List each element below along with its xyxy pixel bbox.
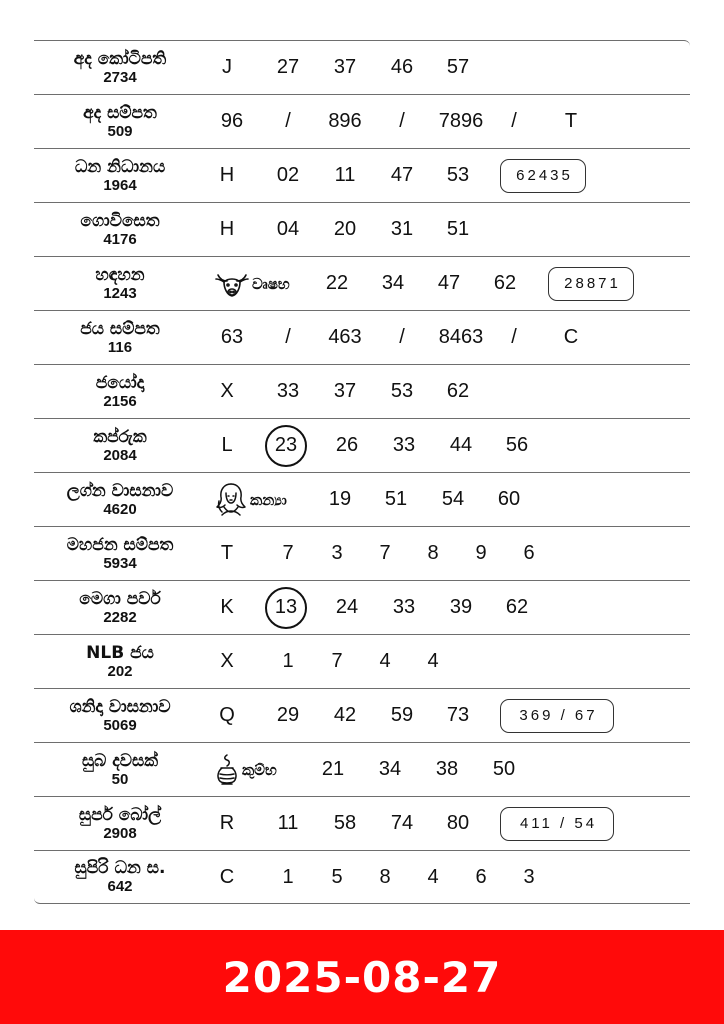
zodiac-sign-label: කුම්භ [242, 760, 277, 779]
result-value: X [220, 650, 234, 672]
result-value: C [219, 865, 235, 888]
result-value: 29 [276, 704, 300, 726]
result-value: 51 [446, 218, 470, 240]
draw-number: 50 [111, 770, 129, 788]
result-value: H [219, 218, 235, 240]
result-value: 80 [446, 812, 470, 834]
lottery-row [34, 364, 690, 418]
result-value: 463 [328, 326, 362, 348]
lottery-name: ජයෝදා [95, 372, 145, 393]
result-value: 11 [277, 812, 299, 834]
zodiac-sign-label: කන්‍යා [250, 490, 287, 509]
lottery-row [34, 310, 690, 364]
result-value: 33 [392, 434, 416, 456]
lottery-name: මහජන සම්පත [66, 534, 174, 555]
result-value: 4 [427, 650, 439, 672]
result-value: 27 [276, 56, 300, 78]
result-value: H [219, 164, 235, 186]
result-value: 37 [333, 56, 357, 78]
result-value: 59 [390, 704, 414, 726]
result-value: K [220, 596, 234, 618]
lottery-name-cell [34, 851, 206, 903]
result-value: J [222, 56, 232, 78]
result-value: 4 [379, 650, 391, 672]
lottery-name: හඳහන [95, 264, 145, 285]
result-value: 63 [220, 326, 244, 348]
draw-number: 1964 [103, 176, 137, 194]
result-value: T [220, 542, 234, 564]
result-value: 33 [392, 596, 416, 618]
draw-number: 5069 [103, 716, 137, 734]
taurus-bull-icon [214, 266, 250, 302]
lottery-name: සුබ දවසක් [81, 750, 159, 771]
result-value: 57 [446, 56, 470, 78]
lottery-row [34, 634, 690, 688]
result-value: 62 [493, 272, 517, 294]
zodiac-sign [214, 257, 290, 310]
result-value: 53 [446, 164, 470, 186]
result-value: 53 [390, 380, 414, 402]
result-value: 4 [427, 865, 439, 888]
result-value: 7 [331, 650, 343, 672]
result-value: C [563, 326, 579, 348]
bonus-number-box: 62435 [500, 159, 586, 193]
result-value: 50 [492, 758, 516, 780]
result-value: 58 [333, 812, 357, 834]
result-value: 47 [390, 164, 414, 186]
aquarius-pot-icon [214, 753, 240, 787]
lottery-name-cell [34, 419, 206, 472]
result-value: 8463 [438, 326, 484, 348]
result-value: 34 [381, 272, 405, 294]
separator: / [285, 110, 291, 132]
result-value: T [564, 110, 578, 132]
lottery-name: මෙගා පවර් [79, 588, 161, 609]
lottery-row [34, 796, 690, 850]
draw-number: 2156 [103, 392, 137, 410]
lottery-name-cell [34, 581, 206, 634]
bonus-number-box: 369 / 67 [500, 699, 614, 733]
lottery-row [34, 40, 690, 94]
lottery-name-cell [34, 149, 206, 202]
results-table [34, 40, 690, 904]
lottery-name: අද කෝටිපති [73, 48, 167, 69]
result-value: 04 [276, 218, 300, 240]
result-value: 22 [325, 272, 349, 294]
result-value: 42 [333, 704, 357, 726]
lottery-row [34, 418, 690, 472]
bonus-number-box: 411 / 54 [500, 807, 614, 841]
lottery-row [34, 202, 690, 256]
draw-number: 1243 [103, 284, 137, 302]
result-value: 54 [441, 488, 465, 510]
special-number-circle: 23 [265, 425, 307, 467]
result-value: 21 [321, 758, 345, 780]
lottery-name-cell [34, 365, 206, 418]
lottery-row [34, 580, 690, 634]
result-value: 11 [334, 164, 356, 186]
result-value: 60 [497, 488, 521, 510]
result-value: 19 [328, 488, 352, 510]
result-value: 74 [390, 812, 414, 834]
lottery-name-cell [34, 41, 206, 94]
lottery-row [34, 472, 690, 526]
result-value: 8 [379, 865, 391, 888]
draw-number: 2908 [103, 824, 137, 842]
result-value: 6 [523, 542, 535, 564]
lottery-name: NLB ජය [86, 642, 154, 663]
separator: / [511, 326, 517, 348]
result-value: 31 [390, 218, 414, 240]
lottery-row [34, 850, 690, 904]
separator: / [399, 326, 405, 348]
result-value: 1 [282, 865, 294, 888]
lottery-name: ගොවිසෙත [80, 210, 160, 231]
lottery-row [34, 94, 690, 148]
zodiac-sign-label: වෘෂභ [252, 274, 290, 293]
result-value: 3 [523, 865, 535, 888]
draw-number: 2084 [103, 446, 137, 464]
result-value: 6 [475, 865, 487, 888]
result-value: 02 [276, 164, 300, 186]
draw-number: 5934 [103, 554, 137, 572]
result-value: 47 [437, 272, 461, 294]
separator: / [511, 110, 517, 132]
result-value: 46 [390, 56, 414, 78]
lottery-name-cell [34, 257, 206, 310]
lottery-name: කප්රුක [93, 426, 147, 447]
lottery-name-cell [34, 689, 206, 742]
result-value: 38 [435, 758, 459, 780]
lottery-row [34, 148, 690, 202]
lottery-name-cell [34, 311, 206, 364]
lottery-name-cell [34, 473, 206, 526]
result-value: 7 [282, 542, 294, 564]
result-value: 3 [331, 542, 343, 564]
result-value: X [220, 380, 234, 402]
lottery-name-cell [34, 797, 206, 850]
draw-number: 2282 [103, 608, 137, 626]
result-value: 1 [282, 650, 294, 672]
bonus-number-box: 28871 [548, 267, 634, 301]
result-value: 34 [378, 758, 402, 780]
draw-number: 642 [107, 878, 133, 895]
result-value: 24 [335, 596, 359, 618]
result-value: 26 [335, 434, 359, 456]
lottery-name: ධන නිධානය [74, 156, 166, 177]
result-value: 7 [379, 542, 391, 564]
lottery-name: සුපිරි ධන ස. [74, 858, 166, 878]
draw-date: 2025-08-27 [222, 952, 502, 1002]
lottery-name-cell [34, 635, 206, 688]
lottery-name: ශනිදා වාසනාව [69, 696, 171, 717]
result-value: 73 [446, 704, 470, 726]
draw-number: 2734 [103, 68, 137, 86]
zodiac-sign [214, 743, 277, 796]
result-value: 9 [475, 542, 487, 564]
result-value: 56 [505, 434, 529, 456]
virgo-maiden-icon [214, 481, 248, 519]
result-value: R [219, 812, 235, 834]
result-value: Q [219, 704, 235, 726]
lottery-row [34, 742, 690, 796]
result-value: 96 [220, 110, 244, 132]
draw-number: 202 [107, 662, 133, 680]
lottery-name-cell [34, 527, 206, 580]
date-banner [0, 930, 724, 1024]
result-value: 62 [505, 596, 529, 618]
draw-number: 4620 [103, 500, 137, 518]
result-value: 44 [449, 434, 473, 456]
lottery-name-cell [34, 203, 206, 256]
lottery-row [34, 526, 690, 580]
result-value: 37 [333, 380, 357, 402]
result-value: 8 [427, 542, 439, 564]
zodiac-sign [214, 473, 287, 526]
lottery-row [34, 688, 690, 742]
lottery-name: ජය සම්පත [80, 318, 160, 339]
draw-number: 509 [107, 122, 133, 140]
result-value: 5 [331, 865, 343, 888]
lottery-name-cell [34, 95, 206, 148]
draw-number: 4176 [103, 230, 137, 248]
result-value: L [221, 434, 233, 456]
lottery-row [34, 256, 690, 310]
result-value: 7896 [438, 110, 484, 132]
lottery-name: අද සම්පත [83, 102, 157, 123]
result-value: 20 [333, 218, 357, 240]
result-value: 39 [449, 596, 473, 618]
special-number-circle: 13 [265, 587, 307, 629]
result-value: 33 [276, 380, 300, 402]
result-value: 62 [446, 380, 470, 402]
lottery-name: සුපර් බෝල් [78, 804, 162, 825]
lottery-name-cell [34, 743, 206, 796]
separator: / [399, 110, 405, 132]
lottery-name: ලග්න වාසනාව [66, 480, 174, 501]
separator: / [285, 326, 291, 348]
result-value: 896 [328, 110, 362, 132]
draw-number: 116 [107, 338, 133, 356]
result-value: 51 [384, 488, 408, 510]
